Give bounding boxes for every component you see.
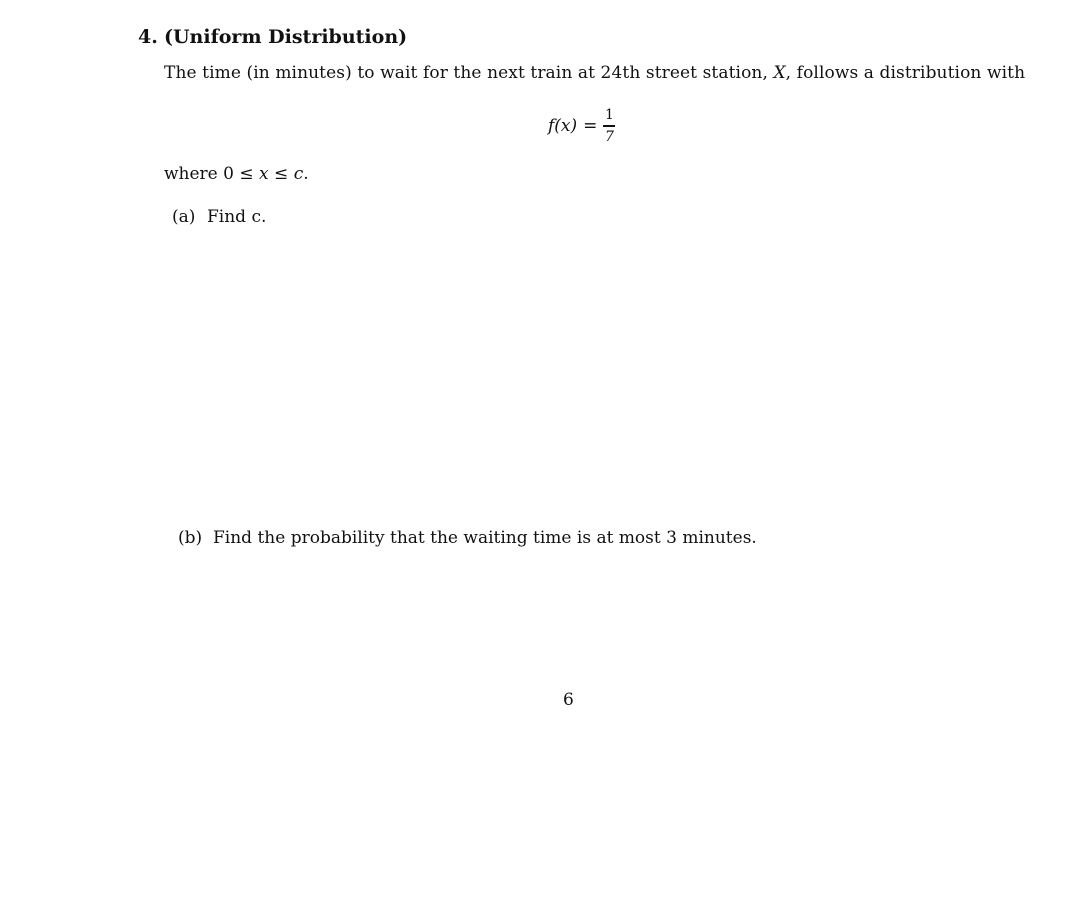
part-a-text: Find c. bbox=[207, 207, 267, 227]
support-condition bbox=[164, 164, 309, 184]
formula-lhs: f(x) bbox=[548, 116, 578, 136]
where-prefix: where 0 ≤ bbox=[164, 164, 260, 184]
formula-equals: = bbox=[583, 116, 598, 136]
intro-text-start: The time (in minutes) to wait for the next train at 24th street station, bbox=[164, 63, 774, 83]
where-middle: ≤ bbox=[268, 164, 294, 184]
where-var-c: c bbox=[293, 164, 304, 184]
where-suffix: . bbox=[303, 164, 309, 184]
question-title: (Uniform Distribution) bbox=[164, 26, 408, 48]
part-b-label: (b) bbox=[178, 528, 203, 548]
fraction-denominator: 7 bbox=[604, 128, 614, 145]
part-b-text: Find the probability that the waiting time is at most 3 minutes. bbox=[213, 528, 757, 548]
fraction-bar bbox=[603, 125, 615, 126]
formula-fraction bbox=[603, 107, 615, 144]
fraction-numerator: 1 bbox=[604, 107, 614, 124]
where-var-x: x bbox=[259, 164, 269, 184]
question-number: 4. bbox=[138, 26, 158, 48]
page-number: 6 bbox=[563, 690, 574, 710]
pdf-formula bbox=[548, 104, 615, 148]
intro-text-end: , follows a distribution with bbox=[785, 63, 1026, 83]
intro-variable: X bbox=[773, 63, 786, 83]
question-intro bbox=[164, 63, 1025, 83]
part-a-label: (a) bbox=[172, 207, 196, 227]
